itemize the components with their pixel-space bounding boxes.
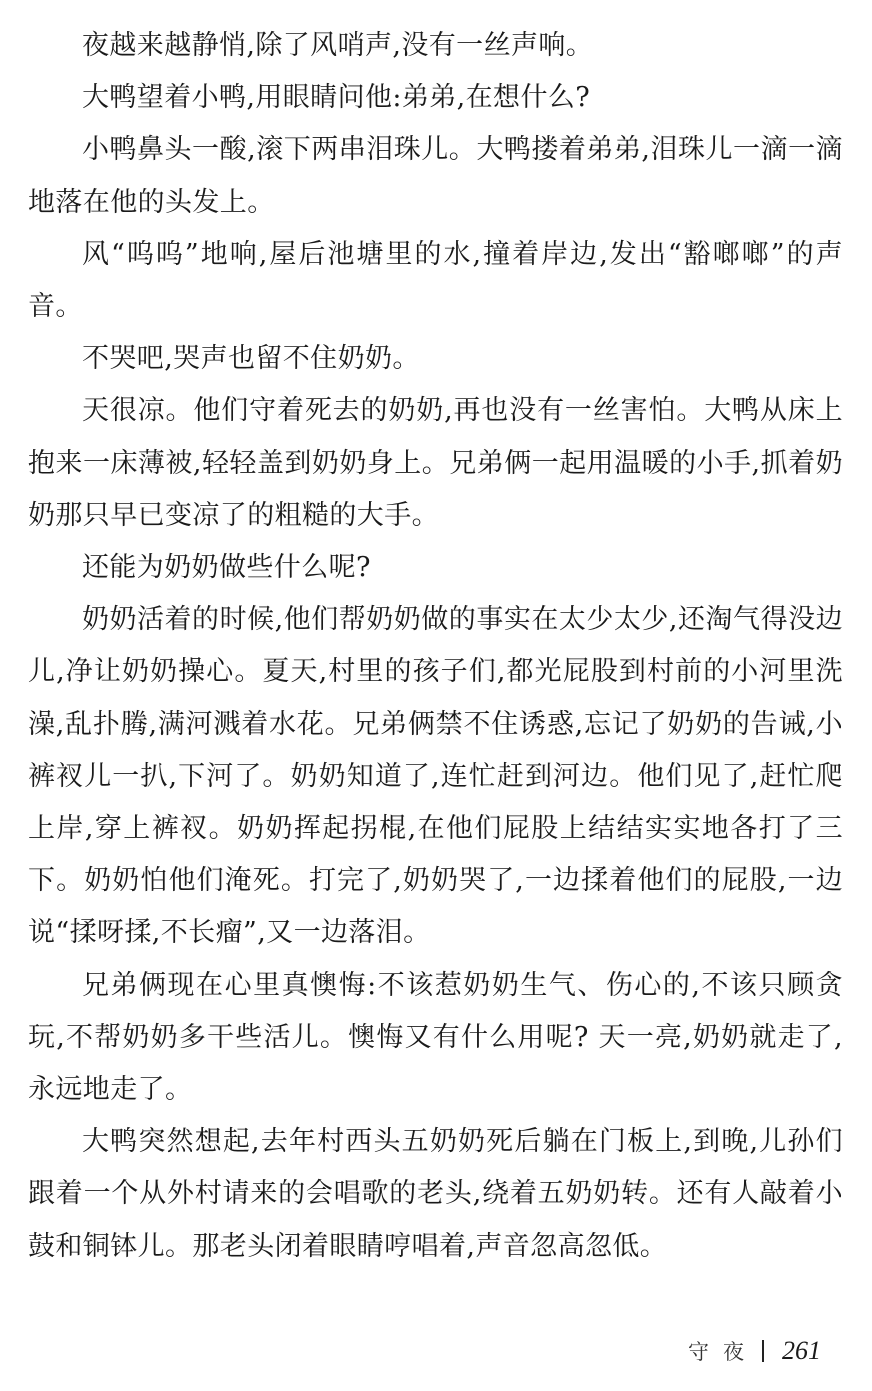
page-footer bbox=[688, 1333, 821, 1369]
paragraph: 不哭吧,哭声也留不住奶奶。 bbox=[82, 343, 420, 375]
paragraph: 风“呜呜”地响,屋后池塘里的水,撞着岸边,发出“豁啷啷”的声音。 bbox=[28, 238, 843, 323]
paragraph: 大鸭望着小鸭,用眼睛问他:弟弟,在想什么? bbox=[82, 82, 591, 114]
page-number: 261 bbox=[782, 1336, 821, 1365]
page-body bbox=[28, 20, 843, 1273]
paragraph: 奶奶活着的时候,他们帮奶奶做的事实在太少太少,还淘气得没边儿,净让奶奶操心。夏天,村里的孩子们,都光屁股到村前的小河里洗澡,乱扑腾,满河溅着水花。兄弟俩禁不住诱惑,忘记了奶奶的告诫,小裤衩儿一扒,下河了。奶奶知道了,连忙赶到河边。他们见了,赶忙爬上岸,穿上裤衩。奶奶挥起拐棍,在他们屁股上结结实实地各打了三下。奶奶怕他们淹死。打完了,奶奶哭了,一边揉着他们的屁股,一边说“揉呀揉,不长瘤”,又一边落泪。 bbox=[28, 604, 843, 949]
paragraph: 兄弟俩现在心里真懊悔:不该惹奶奶生气、伤心的,不该只顾贪玩,不帮奶奶多干些活儿。懊悔又有什么用呢? 天一亮,奶奶就走了,永远地走了。 bbox=[28, 969, 843, 1106]
paragraph: 小鸭鼻头一酸,滚下两串泪珠儿。大鸭搂着弟弟,泪珠儿一滴一滴地落在他的头发上。 bbox=[28, 134, 843, 218]
footer-divider bbox=[762, 1340, 764, 1362]
paragraph: 还能为奶奶做些什么呢? bbox=[82, 552, 371, 584]
running-title: 守夜 bbox=[688, 1340, 758, 1364]
paragraph: 夜越来越静悄,除了风哨声,没有一丝声响。 bbox=[82, 30, 594, 61]
paragraph: 天很凉。他们守着死去的奶奶,再也没有一丝害怕。大鸭从床上抱来一床薄被,轻轻盖到奶奶身上。兄弟俩一起用温暖的小手,抓着奶奶那只早已变凉了的粗糙的大手。 bbox=[28, 395, 843, 531]
paragraph: 大鸭突然想起,去年村西头五奶奶死后躺在门板上,到晚,儿孙们跟着一个从外村请来的会唱歌的老头,绕着五奶奶转。还有人敲着小鼓和铜钵儿。那老头闭着眼睛哼唱着,声音忽高忽低。 bbox=[28, 1126, 843, 1262]
